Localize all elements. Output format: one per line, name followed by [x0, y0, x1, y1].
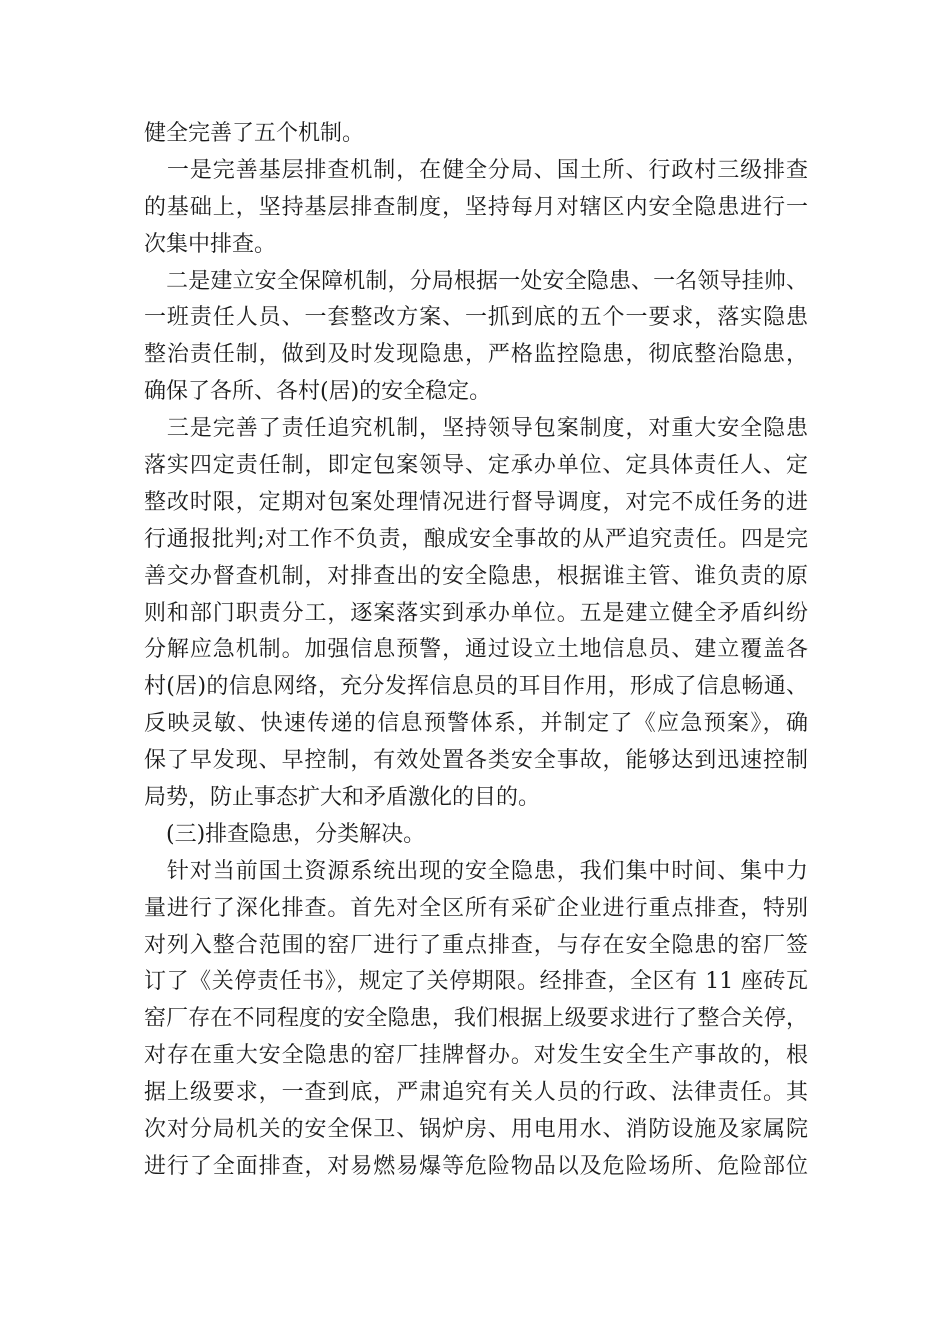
text-line: 一班责任人员、一套整改方案、一抓到底的五个一要求，落实隐患	[144, 305, 808, 331]
text-line: 则和部门职责分工，逐案落实到承办单位。五是建立健全矛盾纠纷	[144, 600, 808, 626]
text-line: 整治责任制，做到及时发现隐患，严格监控隐患，彻底整治隐患，	[144, 342, 808, 368]
section-heading: (三)排查隐患，分类解决。	[144, 821, 426, 847]
text-line: 二是建立安全保障机制，分局根据一处安全隐患、一名领导挂帅、	[144, 268, 808, 294]
text-line: 对存在重大安全隐患的窑厂挂牌督办。对发生安全生产事故的，根	[144, 1043, 808, 1069]
text-line: 整改时限，定期对包案处理情况进行督导调度，对完不成任务的进	[144, 489, 808, 515]
text-line: 局势，防止事态扩大和矛盾激化的目的。	[144, 785, 541, 811]
text-line: 村(居)的信息网络，充分发挥信息员的耳目作用，形成了信息畅通、	[144, 674, 808, 700]
text-line: 健全完善了五个机制。	[144, 121, 365, 146]
text-line: 次集中排查。	[144, 231, 277, 257]
text-line: 反映灵敏、快速传递的信息预警体系，并制定了《应急预案》，确	[144, 711, 808, 737]
text-line: 行通报批判;对工作不负责，酿成安全事故的从严追究责任。四是完	[144, 526, 808, 552]
text-line: 量进行了深化排查。首先对全区所有采矿企业进行重点排查，特别	[144, 895, 808, 921]
text-line: 窑厂存在不同程度的安全隐患，我们根据上级要求进行了整合关停，	[144, 1006, 808, 1032]
document-body	[144, 116, 808, 1186]
text-line: 保了早发现、早控制，有效处置各类安全事故，能够达到迅速控制	[144, 748, 808, 774]
text-line: 对列入整合范围的窑厂进行了重点排查，与存在安全隐患的窑厂签	[144, 932, 808, 958]
text-line: 一是完善基层排查机制，在健全分局、国土所、行政村三级排查	[144, 157, 808, 183]
text-line: 分解应急机制。加强信息预警，通过设立土地信息员、建立覆盖各	[144, 637, 808, 663]
text-line: 次对分局机关的安全保卫、锅炉房、用电用水、消防设施及家属院	[144, 1117, 808, 1143]
text-line: 订了《关停责任书》，规定了关停期限。经排查，全区有 11 座砖瓦	[144, 969, 808, 995]
text-line: 针对当前国土资源系统出现的安全隐患，我们集中时间、集中力	[144, 858, 808, 884]
text-line: 善交办督查机制，对排查出的安全隐患，根据谁主管、谁负责的原	[144, 563, 808, 589]
text-line: 三是完善了责任追究机制，坚持领导包案制度，对重大安全隐患	[144, 416, 808, 442]
text-line: 确保了各所、各村(居)的安全稳定。	[144, 379, 492, 405]
text-line: 的基础上，坚持基层排查制度，坚持每月对辖区内安全隐患进行一	[144, 194, 808, 220]
text-line: 进行了全面排查，对易燃易爆等危险物品以及危险场所、危险部位	[144, 1153, 808, 1179]
text-line: 据上级要求，一查到底，严肃追究有关人员的行政、法律责任。其	[144, 1080, 808, 1106]
text-line: 落实四定责任制，即定包案领导、定承办单位、定具体责任人、定	[144, 453, 808, 479]
